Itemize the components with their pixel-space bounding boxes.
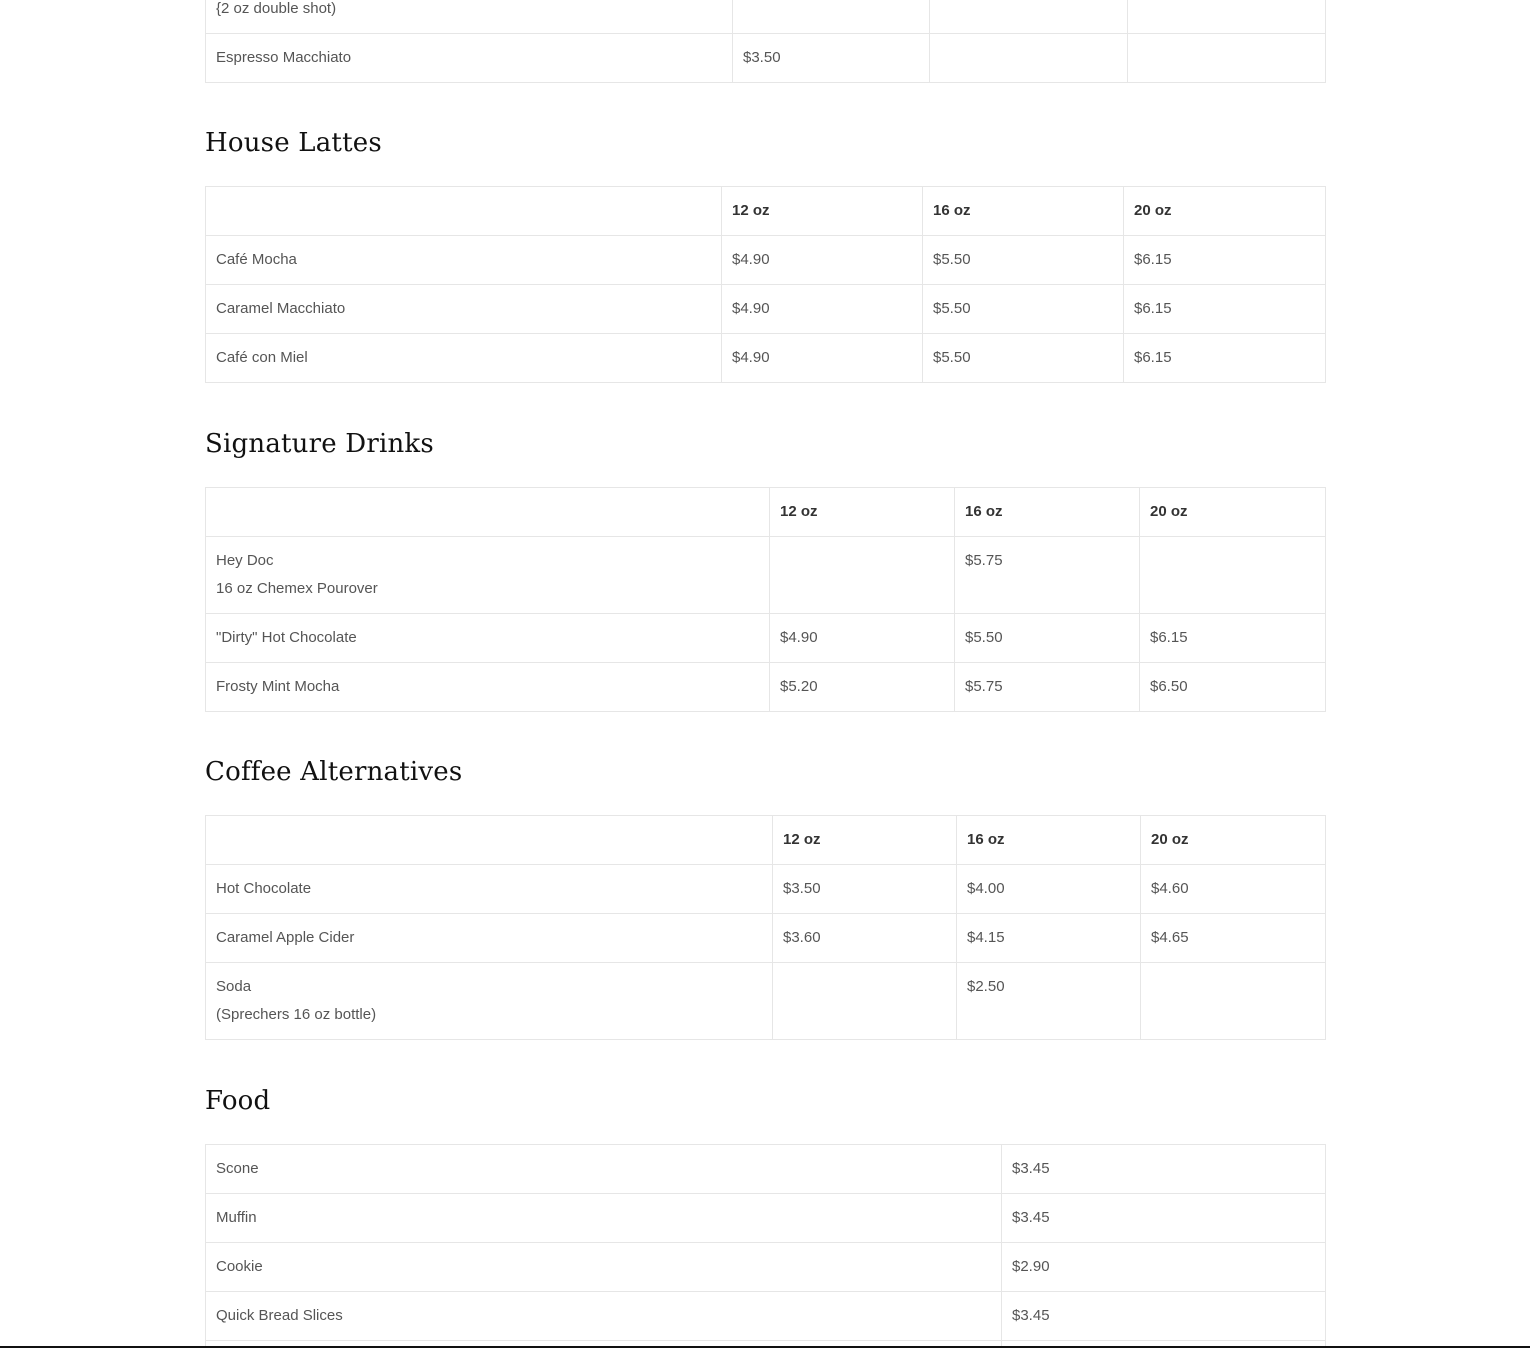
item-description: 16 oz Chemex Pourover: [216, 580, 378, 597]
item-price: $3.45: [1002, 1292, 1326, 1341]
table-row: [206, 914, 1326, 963]
header-item: [206, 187, 722, 236]
price-20oz: $6.50: [1140, 663, 1326, 712]
header-item: [206, 816, 773, 865]
price-20oz: $4.65: [1141, 914, 1326, 963]
header-20oz: 20 oz: [1140, 488, 1326, 537]
price-16oz: $5.50: [923, 334, 1124, 383]
price-16oz: $5.50: [955, 614, 1140, 663]
item-name: Hot Chocolate: [206, 865, 773, 914]
item-name: Café Mocha: [206, 236, 722, 285]
section-title-food: Food: [205, 1086, 271, 1116]
price-20oz: $6.15: [1140, 614, 1326, 663]
item-name: Scone: [206, 1145, 1002, 1194]
item-name: Espresso Macchiato: [206, 34, 733, 83]
item-name: "Dirty" Hot Chocolate: [206, 614, 770, 663]
signature-drinks-table: [205, 487, 1326, 712]
table-row: [206, 865, 1326, 914]
item-name: Quick Bread Slices: [206, 1292, 1002, 1341]
header-16oz: 16 oz: [957, 816, 1141, 865]
table-row: [206, 963, 1326, 1040]
header-12oz: 12 oz: [722, 187, 923, 236]
table-row: [206, 1145, 1326, 1194]
table-row: [206, 34, 1326, 83]
section-title-signature-drinks: Signature Drinks: [205, 429, 434, 459]
item-name: Café con Miel: [206, 334, 722, 383]
price-16oz: $4.00: [957, 865, 1141, 914]
price-20oz: $4.60: [1141, 865, 1326, 914]
item-price: $3.45: [1002, 1194, 1326, 1243]
table-row: [206, 236, 1326, 285]
price-12oz: [770, 537, 955, 614]
header-item: [206, 488, 770, 537]
item-name: Soda: [216, 978, 252, 995]
price-12oz: $3.50: [733, 34, 930, 83]
table-header-row: [206, 816, 1326, 865]
section-title-house-lattes: House Lattes: [205, 128, 382, 158]
price-16oz: [930, 0, 1128, 34]
coffee-alternatives-table: [205, 815, 1326, 1040]
price-20oz: $6.15: [1124, 334, 1326, 383]
espresso-table: [205, 0, 1326, 83]
section-title-coffee-alternatives: Coffee Alternatives: [205, 757, 463, 787]
price-20oz: $6.15: [1124, 285, 1326, 334]
item-price: $3.45: [1002, 1145, 1326, 1194]
item-name: Cookie: [206, 1243, 1002, 1292]
item-cell: [206, 963, 773, 1040]
table-row: [206, 285, 1326, 334]
price-12oz: $4.90: [770, 614, 955, 663]
price-20oz: $6.15: [1124, 236, 1326, 285]
item-name: Hey Doc: [216, 552, 274, 569]
food-table: [205, 1144, 1326, 1348]
table-row: [206, 663, 1326, 712]
price-12oz: $5.20: [770, 663, 955, 712]
price-12oz: [773, 963, 957, 1040]
price-12oz: $3.60: [773, 914, 957, 963]
price-16oz: $2.50: [957, 963, 1141, 1040]
price-12oz: $4.90: [722, 285, 923, 334]
price-20oz: [1128, 0, 1326, 34]
table-row: [206, 1243, 1326, 1292]
header-16oz: 16 oz: [923, 187, 1124, 236]
table-row: [206, 0, 1326, 34]
item-name: Caramel Macchiato: [206, 285, 722, 334]
item-name: Caramel Apple Cider: [206, 914, 773, 963]
price-16oz: $5.50: [923, 285, 1124, 334]
price-12oz: $4.90: [722, 236, 923, 285]
header-20oz: 20 oz: [1124, 187, 1326, 236]
table-row: [206, 537, 1326, 614]
table-header-row: [206, 488, 1326, 537]
table-row: [206, 1292, 1326, 1341]
item-price: $2.90: [1002, 1243, 1326, 1292]
price-16oz: $5.75: [955, 663, 1140, 712]
header-12oz: 12 oz: [770, 488, 955, 537]
item-cell: [206, 537, 770, 614]
item-name: Frosty Mint Mocha: [206, 663, 770, 712]
header-20oz: 20 oz: [1141, 816, 1326, 865]
price-16oz: $5.50: [923, 236, 1124, 285]
table-header-row: [206, 187, 1326, 236]
price-12oz: $4.90: [722, 334, 923, 383]
table-row: [206, 1194, 1326, 1243]
table-row: [206, 614, 1326, 663]
header-12oz: 12 oz: [773, 816, 957, 865]
price-12oz: $3.50: [773, 865, 957, 914]
item-name: Muffin: [206, 1194, 1002, 1243]
price-16oz: [930, 34, 1128, 83]
price-20oz: [1141, 963, 1326, 1040]
house-lattes-table: [205, 186, 1326, 383]
price-12oz: [733, 0, 930, 34]
table-row: [206, 334, 1326, 383]
price-16oz: $4.15: [957, 914, 1141, 963]
header-16oz: 16 oz: [955, 488, 1140, 537]
item-description: (Sprechers 16 oz bottle): [216, 1006, 377, 1023]
price-16oz: $5.75: [955, 537, 1140, 614]
price-20oz: [1128, 34, 1326, 83]
item-name: {2 oz double shot): [206, 0, 733, 34]
price-20oz: [1140, 537, 1326, 614]
